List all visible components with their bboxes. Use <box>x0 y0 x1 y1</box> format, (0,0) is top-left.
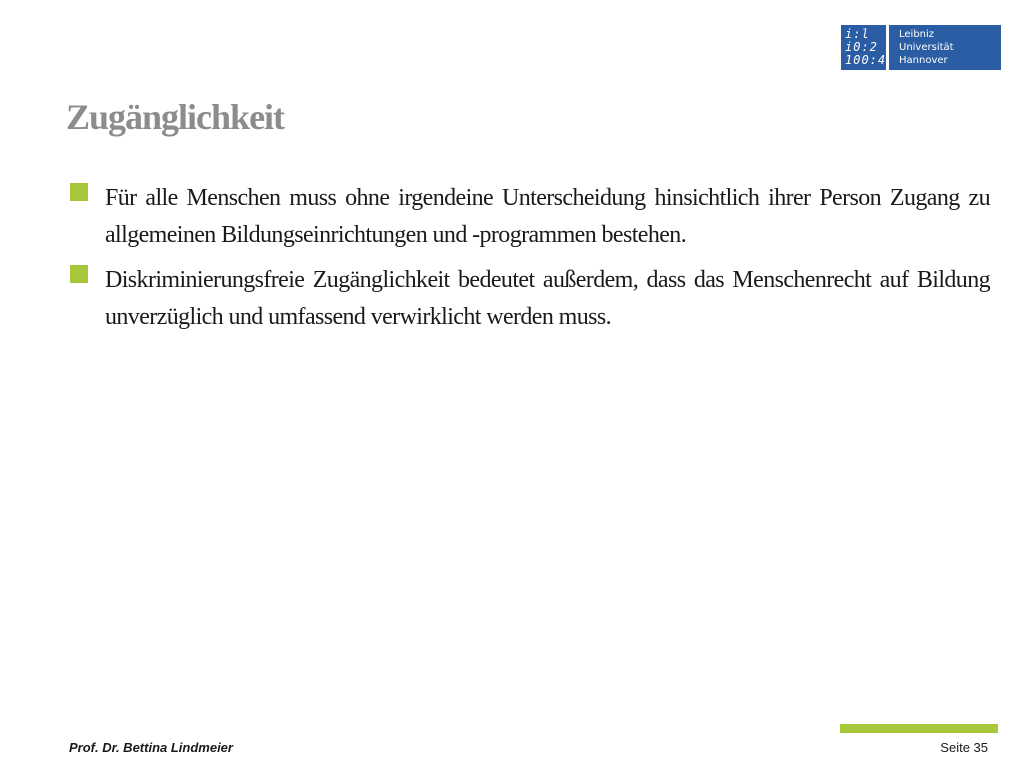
bullet-list <box>70 180 990 344</box>
bullet-square-icon <box>70 265 88 283</box>
footer-accent-bar <box>840 724 998 733</box>
logo-name-line: Leibniz <box>899 29 935 40</box>
page-number: Seite 35 <box>940 740 988 755</box>
bullet-text: Diskriminierungsfreie Zugänglichkeit bedeutet außerdem, dass das Menschenrecht auf Bildung unverzüglich und umfassend verwirklicht werden muss. <box>105 267 990 330</box>
university-logo <box>841 25 1001 70</box>
slide-title: Zugänglichkeit <box>66 97 285 137</box>
logo-name <box>889 25 1001 70</box>
bullet-item <box>70 262 990 336</box>
footer-author: Prof. Dr. Bettina Lindmeier <box>69 740 233 755</box>
logo-mark <box>841 25 886 70</box>
logo-name-line: Universität <box>899 42 954 53</box>
logo-mark-line: 100:4 <box>845 53 887 67</box>
bullet-text: Für alle Menschen muss ohne irgendeine Unterscheidung hinsichtlich ihrer Person Zugang zu allgemeinen Bildungseinrichtungen und -programmen bestehen. <box>105 185 990 248</box>
logo-mark-line: i:l <box>845 27 870 41</box>
bullet-square-icon <box>70 183 88 201</box>
bullet-item <box>70 180 990 254</box>
logo-mark-line: i0:2 <box>845 40 878 54</box>
logo-name-line: Hannover <box>899 55 948 66</box>
